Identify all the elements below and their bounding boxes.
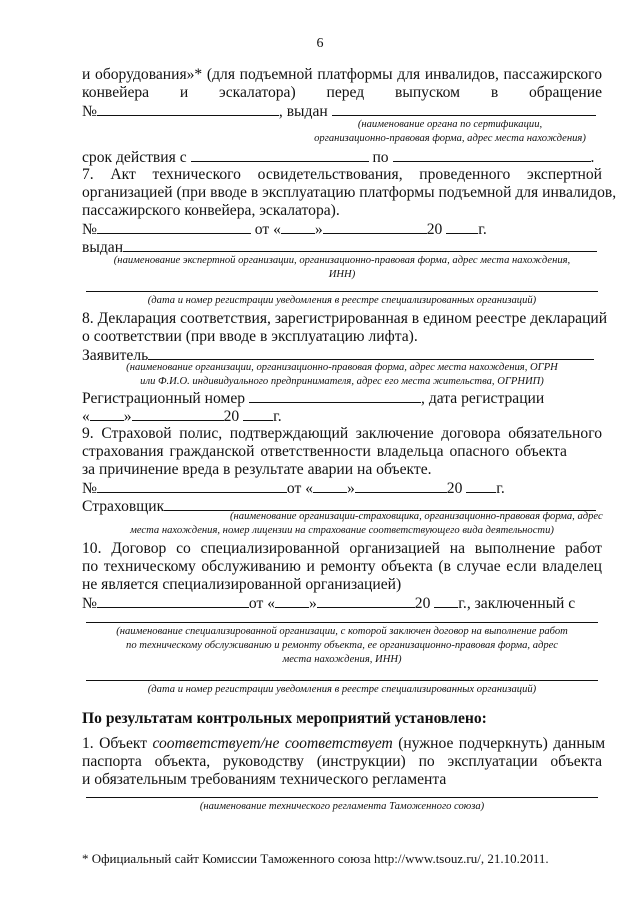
insurer-blank[interactable] [164,497,596,511]
text-line: пассажирского конвейера, эскалатора). [82,202,340,219]
act-number-blank[interactable] [97,220,251,234]
text-line: конвейера и эскалатора) перед выпуском в обращение [82,84,602,101]
text-line: 9. Страховой полис, подтверждающий заключение договора обязательного [82,425,602,442]
text-line: организацией (при вводе в эксплуатацию платформы подъемной для инвалидов, [82,184,617,201]
caption: (наименование технического регламента Таможенного союза) [199,801,485,812]
page-number: 6 [316,36,324,51]
text-line: за причинение вреда в результате аварии на объекте. [82,461,432,478]
contract-number-blank[interactable] [97,594,249,608]
policy-month-blank[interactable] [355,479,447,493]
reg-number-line: Регистрационный номер , дата регистрации [82,390,545,407]
reg-month-blank[interactable] [132,407,224,421]
act-number-line: № от « » 20 г. [82,221,487,238]
text-line: о соответствии (при вводе в эксплуатацию лифта). [82,328,418,345]
caption: или Ф.И.О. индивидуального предпринимателя, адрес его места жительства, ОГРНИП) [140,376,544,387]
cert-number-line: № , выдан [82,102,602,121]
policy-day-blank[interactable] [313,479,347,493]
blank-line[interactable] [86,680,598,681]
cert-number-blank[interactable] [97,102,279,116]
caption: ИНН) [328,269,356,280]
caption: (наименование специализированной организации, с которой заключен договор на выполнение работ [116,626,568,637]
caption: (наименование организации-страховщика, организационно-правовая форма, адрес [230,511,603,522]
caption: места нахождения, номер лицензии на страхование соответствующего вида деятельности) [130,525,554,536]
act-year-blank[interactable] [446,220,478,234]
caption: (наименование экспертной организации, организационно-правовая форма, адрес места нахождения, [113,255,571,266]
text-line: страхования гражданской ответственности владельца опасного объекта [82,443,567,460]
policy-number-line: № от « » 20 г. [82,480,505,497]
act-issuer-line: выдан [82,238,602,257]
text-line: и обязательным требованиям технического регламента [82,771,447,788]
applicant-line: Заявитель [82,346,602,365]
validity-line: срок действия с по . [82,149,595,166]
contract-month-blank[interactable] [317,594,415,608]
validity-to-blank[interactable] [393,148,591,162]
blank-line[interactable] [86,797,598,798]
text-line: и оборудования»* (для подъемной платформы для инвалидов, пассажирского [82,66,602,83]
contract-year-blank[interactable] [434,594,458,608]
act-day-blank[interactable] [281,220,315,234]
blank-line[interactable] [86,622,598,623]
caption: (наименование органа по сертификации, [357,119,543,130]
applicant-blank[interactable] [148,346,594,360]
cert-issuer-blank[interactable] [332,102,596,116]
caption: (наименование организации, организационно-правовая форма, адрес места нахождения, ОГРН [126,362,558,373]
blank-line[interactable] [86,291,598,292]
act-month-blank[interactable] [323,220,427,234]
policy-number-blank[interactable] [97,479,287,493]
reg-day-blank[interactable] [90,407,124,421]
caption: (дата и номер регистрации уведомления в реестре специализированных организаций) [147,295,537,306]
reg-date-line: « » 20 г. [82,408,282,425]
section-heading: По результатам контрольных мероприятий установлено: [82,710,487,727]
caption: организационно-правовая форма, адрес места нахождения) [314,133,586,144]
text-line: 7. Акт технического освидетельствования, проведенного экспертной [82,166,602,183]
caption: (дата и номер регистрации уведомления в реестре специализированных организаций) [147,684,537,695]
caption: места нахождения, ИНН) [282,654,402,665]
contract-day-blank[interactable] [275,594,309,608]
caption: по техническому обслуживанию и ремонту объекта, ее организационно-правовая форма, адрес [126,640,558,651]
text-line: 10. Договор со специализированной организацией на выполнение работ [82,540,602,557]
insurer-line: Страховщик [82,497,602,516]
text-line: по техническому обслуживанию и ремонту объекта (в случае если владелец [82,558,602,575]
footnote: * Официальный сайт Комиссии Таможенного союза http://www.tsouz.ru/, 21.10.2011. [82,851,549,866]
contract-number-line: № от « » 20 г., заключенный с [82,595,576,612]
text-line: паспорта объекта, руководству (инструкции) по эксплуатации объекта [82,753,602,770]
reg-number-blank[interactable] [249,389,421,403]
policy-year-blank[interactable] [466,479,496,493]
result-line: 1. Объект соответствует/не соответствует (нужное подчеркнуть) данным [82,735,606,752]
validity-from-blank[interactable] [191,148,369,162]
reg-year-blank[interactable] [243,407,273,421]
act-issuer-blank[interactable] [123,238,597,252]
text-line: 8. Декларация соответствия, зарегистрированная в едином реестре деклараций [82,310,608,327]
text-line: не является специализированной организацией) [82,576,402,593]
